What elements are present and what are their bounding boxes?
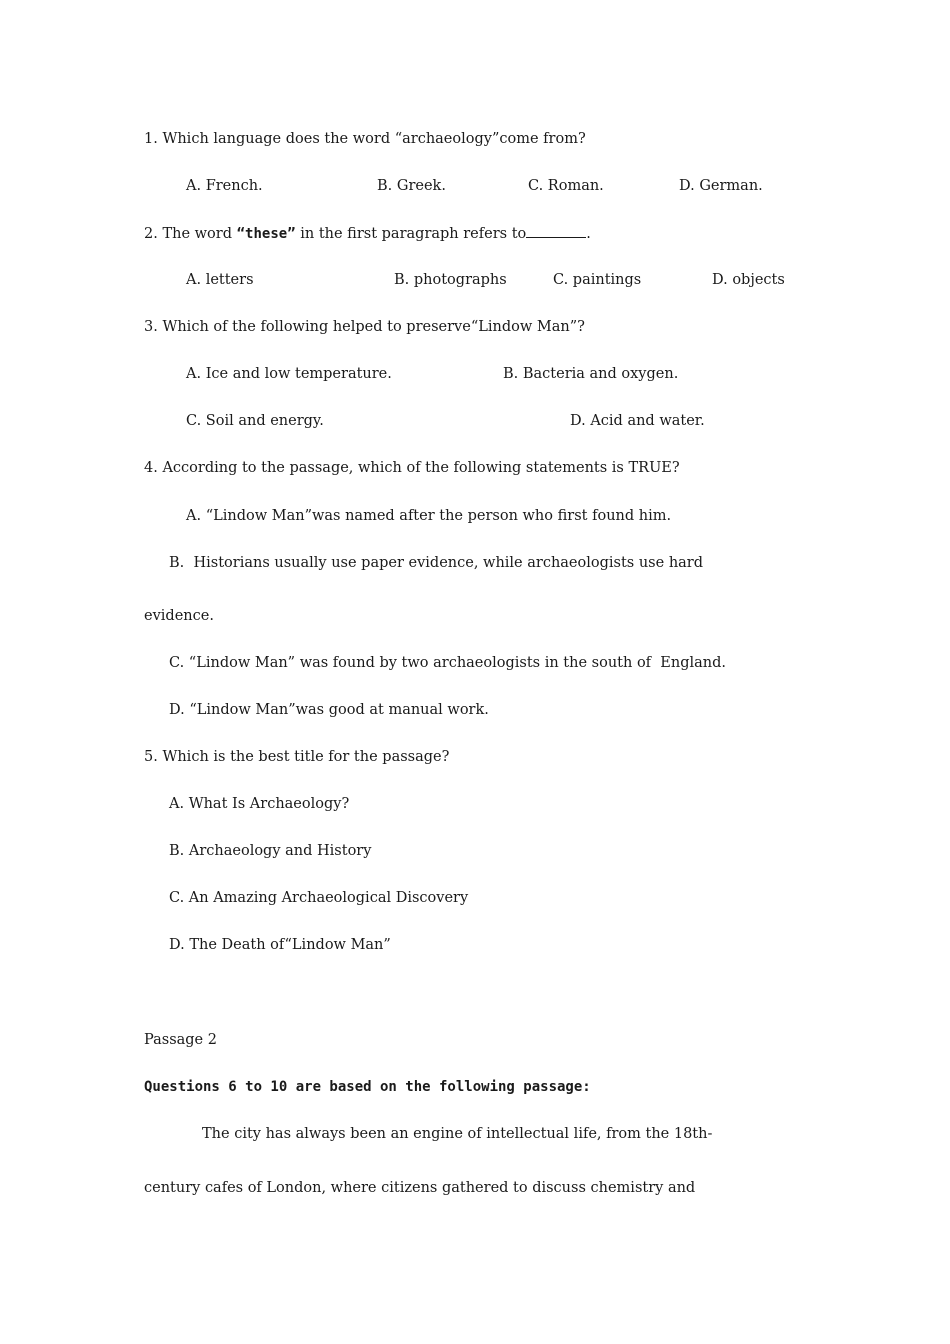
question-2-stem-keyword: “these” [236, 226, 296, 242]
question-1-option-c: C. Roman. [528, 178, 604, 194]
passage-2-text-line-1: The city has always been an engine of intellectual life, from the 18th- [202, 1126, 713, 1142]
question-2-option-d: D. objects [712, 272, 785, 288]
question-3-option-b: B. Bacteria and oxygen. [503, 366, 679, 382]
question-2-option-b: B. photographs [394, 272, 507, 288]
passage-2-heading: Passage 2 [144, 1032, 217, 1048]
question-3-stem: 3. Which of the following helped to preserve“Lindow Man”? [144, 319, 585, 335]
question-2-stem [144, 223, 591, 244]
question-4-option-b: B. Historians usually use paper evidence, while archaeologists use hard [169, 555, 704, 571]
question-4-option-d: D. “Lindow Man”was good at manual work. [169, 702, 489, 718]
question-2-stem-post: in the first paragraph refers to [295, 226, 527, 242]
passage-2-text-line-2: century cafes of London, where citizens gathered to discuss chemistry and [144, 1180, 696, 1196]
question-2-option-a: A. letters [186, 272, 254, 288]
question-3-option-d: D. Acid and water. [570, 413, 705, 429]
question-5-stem: 5. Which is the best title for the passage? [144, 749, 450, 765]
question-4-option-a: A. “Lindow Man”was named after the person who first found him. [186, 508, 672, 524]
question-5-option-b: B. Archaeology and History [169, 843, 372, 859]
question-4-option-b-continued: evidence. [144, 608, 214, 624]
question-2-option-c: C. paintings [553, 272, 642, 288]
passage-2-instruction: Questions 6 to 10 are based on the following passage: [144, 1079, 591, 1095]
question-5-option-a: A. What Is Archaeology? [169, 796, 350, 812]
question-5-option-c: C. An Amazing Archaeological Discovery [169, 890, 469, 906]
question-5-option-d: D. The Death of“Lindow Man” [169, 937, 391, 953]
answer-blank [526, 223, 586, 238]
question-1-option-d: D. German. [679, 178, 763, 194]
question-4-stem: 4. According to the passage, which of the following statements is TRUE? [144, 460, 680, 476]
question-3-option-a: A. Ice and low temperature. [186, 366, 392, 382]
question-2-stem-end: . [586, 226, 591, 242]
question-3-option-c: C. Soil and energy. [186, 413, 324, 429]
question-1-stem: 1. Which language does the word “archaeology”come from? [144, 131, 586, 147]
question-4-option-c: C. “Lindow Man” was found by two archaeologists in the south of England. [169, 655, 726, 671]
question-1-option-b: B. Greek. [377, 178, 446, 194]
question-1-option-a: A. French. [186, 178, 263, 194]
question-2-stem-pre: 2. The word [144, 226, 237, 242]
